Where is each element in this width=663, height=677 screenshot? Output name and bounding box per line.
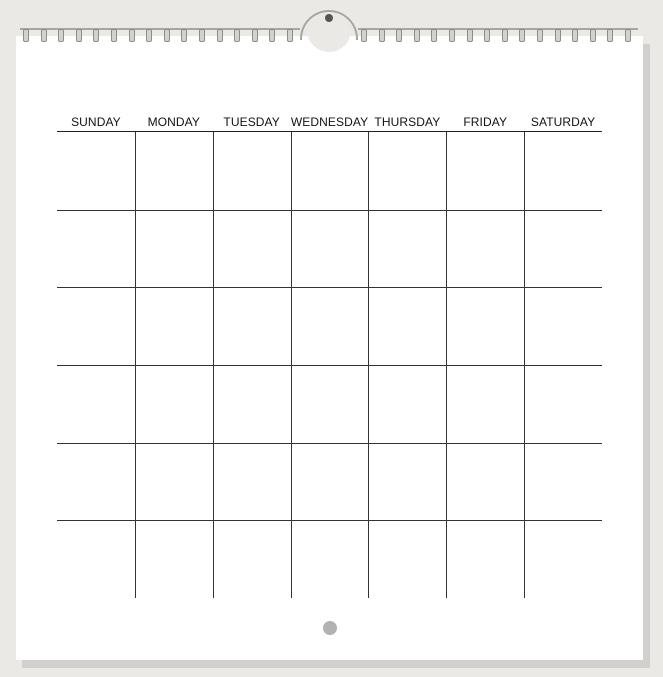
- binding-ring: [449, 29, 455, 42]
- binding-ring: [76, 29, 82, 42]
- day-column-divider: [291, 132, 292, 598]
- binding-ring: [519, 29, 525, 42]
- binding-ring: [431, 29, 437, 42]
- week-row-divider: [57, 287, 602, 288]
- weekday-wednesday: WEDNESDAY: [290, 115, 369, 129]
- day-column-divider: [446, 132, 447, 598]
- week-row-divider: [57, 520, 602, 521]
- binding-ring: [41, 29, 47, 42]
- binding-ring: [396, 29, 402, 42]
- spiral-binding-right: [358, 28, 638, 44]
- weekday-friday: FRIDAY: [463, 115, 508, 129]
- binding-ring: [129, 29, 135, 42]
- week-row-divider: [57, 210, 602, 211]
- binding-ring: [234, 29, 240, 42]
- binding-ring: [361, 29, 367, 42]
- binding-ring: [467, 29, 473, 42]
- binding-ring: [23, 29, 29, 42]
- weekday-thursday: THURSDAY: [374, 115, 441, 129]
- weekday-monday: MONDAY: [147, 115, 200, 129]
- binding-ring: [93, 29, 99, 42]
- binding-ring: [379, 29, 385, 42]
- binding-ring: [590, 29, 596, 42]
- binding-ring: [146, 29, 152, 42]
- binding-ring: [502, 29, 508, 42]
- binding-ring: [555, 29, 561, 42]
- day-column-divider: [213, 132, 214, 598]
- weekday-tuesday: TUESDAY: [223, 115, 280, 129]
- calendar-grid: [57, 114, 602, 598]
- nail-icon: [325, 14, 333, 22]
- binding-ring: [484, 29, 490, 42]
- binding-ring: [181, 29, 187, 42]
- binding-ring: [199, 29, 205, 42]
- weekday-saturday: SATURDAY: [530, 115, 596, 129]
- day-column-divider: [135, 132, 136, 598]
- weekday-header-row: [57, 114, 602, 132]
- day-column-divider: [524, 132, 525, 598]
- binding-ring: [58, 29, 64, 42]
- spiral-binding-left: [20, 28, 300, 44]
- binding-ring: [572, 29, 578, 42]
- binding-ring: [252, 29, 258, 42]
- day-cells-grid: [57, 132, 602, 598]
- binding-ring: [111, 29, 117, 42]
- binding-ring: [217, 29, 223, 42]
- binding-ring: [625, 29, 631, 42]
- hang-hole-icon: [323, 621, 337, 635]
- binding-ring: [607, 29, 613, 42]
- binding-ring: [287, 29, 293, 42]
- binding-ring: [537, 29, 543, 42]
- binding-ring: [164, 29, 170, 42]
- week-row-divider: [57, 365, 602, 366]
- weekday-sunday: SUNDAY: [71, 115, 121, 129]
- week-row-divider: [57, 443, 602, 444]
- binding-ring: [414, 29, 420, 42]
- binding-ring: [269, 29, 275, 42]
- day-column-divider: [368, 132, 369, 598]
